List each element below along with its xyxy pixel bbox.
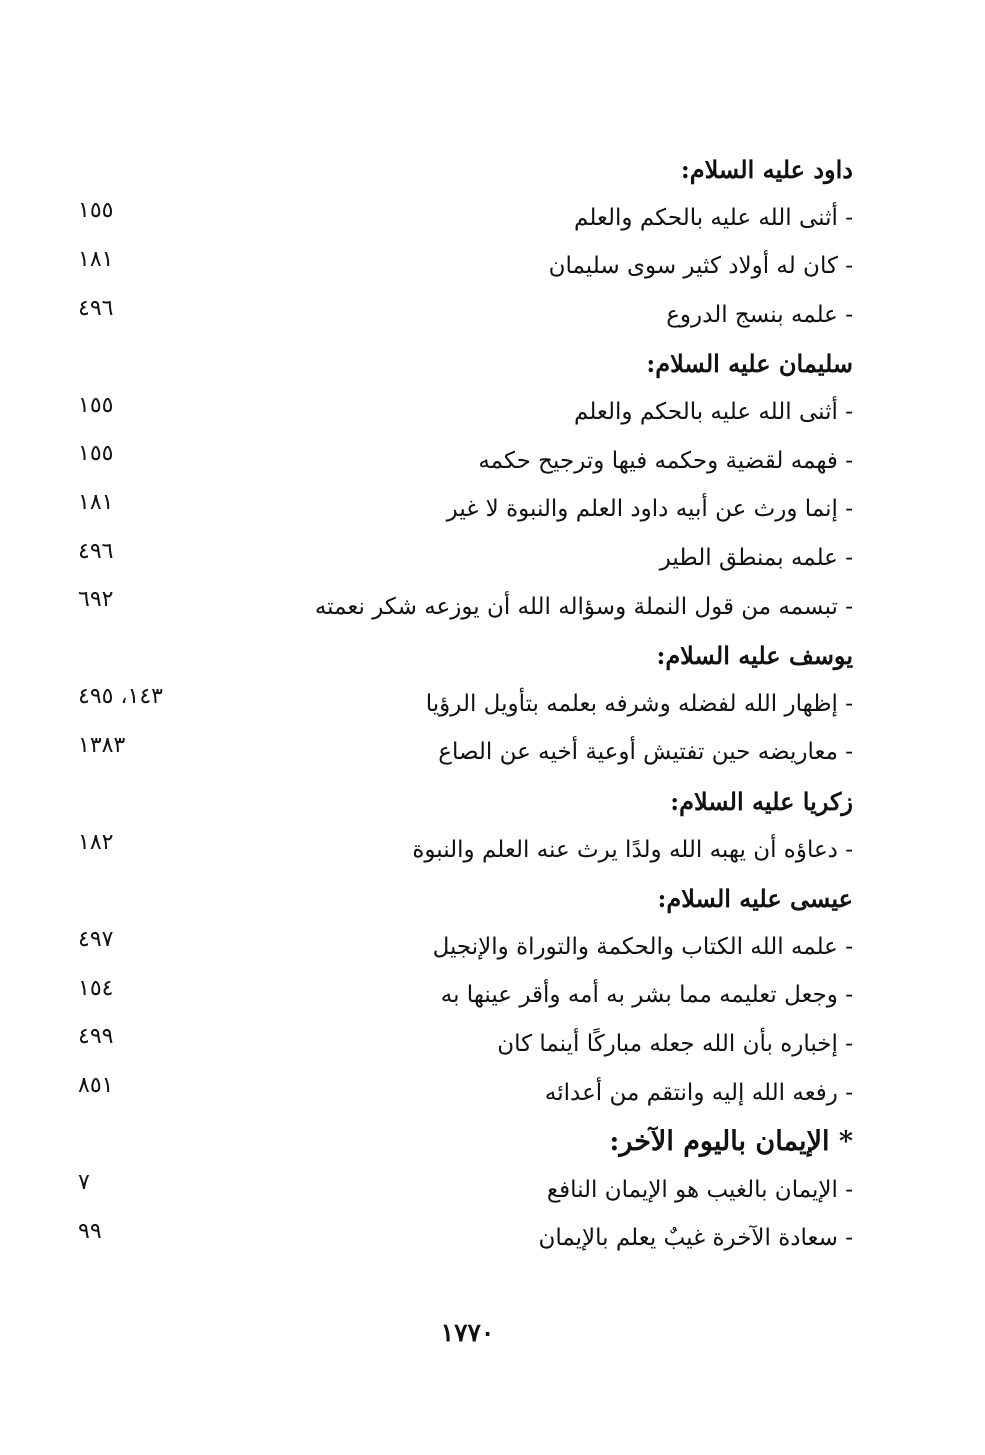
entry-page-ref: ٩٩ [78,1218,102,1244]
index-entry [78,242,853,291]
entry-text: - رفعه الله إليه وانتقم من أعدائه [544,1079,853,1106]
entry-text: - دعاؤه أن يهبه الله ولدًا يرث عنه العلم والنبوة [412,836,853,863]
heading-text: * الإيمان باليوم الآخر: [609,1125,853,1157]
index-entry [78,1020,853,1069]
prophet-heading [78,631,853,680]
prophet-heading [78,777,853,826]
prophet-heading [78,339,853,388]
entry-page-ref: ١٨١ [78,489,114,515]
entry-page-ref: ١٨٢ [78,830,114,856]
entry-text: - وجعل تعليمه مما بشر به أمه وأقر عينها به [440,982,853,1009]
entry-text: - تبسمه من قول النملة وسؤاله الله أن يوزعه شكر نعمته [314,593,853,620]
entry-page-ref: ٨٥١ [78,1073,114,1099]
index-entry [78,825,853,874]
index-entry [78,1214,853,1263]
entry-page-ref: ٦٩٢ [78,587,114,613]
index-entry [78,1165,853,1214]
index-entry [78,582,853,631]
entry-text: - إظهار الله لفضله وشرفه بعلمه بتأويل الرؤيا [425,690,853,717]
prophet-heading [78,874,853,923]
index-entry [78,291,853,340]
page-number: ١٧٧٠ [440,1318,495,1347]
entry-page-ref: ١٣٨٣ [78,732,126,758]
index-entry [78,923,853,972]
heading-text: داود عليه السلام: [680,154,853,184]
index-entry [78,971,853,1020]
entry-text: - إخباره بأن الله جعله مباركًا أينما كان [497,1030,853,1057]
entry-page-ref: ١٥٥ [78,198,114,224]
index-entry [78,1068,853,1117]
index-entry [78,437,853,486]
entry-text: - علمه بنسج الدروع [666,302,853,329]
entry-page-ref: ١٤٣، ٤٩٥ [78,684,163,710]
index-entry [78,728,853,777]
entry-page-ref: ٤٩٧ [78,927,114,953]
entry-page-ref: ٤٩٦ [78,295,114,321]
index-entry [78,194,853,243]
entry-text: - أثنى الله عليه بالحكم والعلم [574,399,853,426]
entry-page-ref: ١٥٤ [78,975,114,1001]
entry-page-ref: ١٥٥ [78,392,114,418]
entry-text: - كان له أولاد كثير سوى سليمان [548,253,853,280]
entry-text: - معاريضه حين تفتيش أوعية أخيه عن الصاع [438,739,853,766]
entry-text: - علمه بمنطق الطير [659,545,853,572]
entry-page-ref: ١٨١ [78,246,114,272]
heading-text: عيسى عليه السلام: [657,883,853,913]
index-entry [78,680,853,729]
entry-page-ref: ٧ [78,1170,90,1196]
index-entry [78,534,853,583]
entry-text: - علمه الله الكتاب والحكمة والتوراة والإنجيل [432,933,853,960]
entry-page-ref: ٤٩٦ [78,538,114,564]
entry-text: - الإيمان بالغيب هو الإيمان النافع [546,1176,853,1203]
entry-text: - أثنى الله عليه بالحكم والعلم [574,204,853,231]
heading-text: سليمان عليه السلام: [646,349,853,379]
section-heading [78,1117,853,1166]
prophet-heading [78,145,853,194]
entry-page-ref: ١٥٥ [78,441,114,467]
entry-text: - إنما ورث عن أبيه داود العلم والنبوة لا غير [446,496,853,523]
heading-text: يوسف عليه السلام: [656,640,853,670]
index-entry [78,485,853,534]
entry-page-ref: ٤٩٩ [78,1024,114,1050]
index-entry [78,388,853,437]
heading-text: زكريا عليه السلام: [670,786,853,816]
index-list [78,145,853,1263]
entry-text: - سعادة الآخرة غيبٌ يعلم بالإيمان [538,1225,853,1252]
entry-text: - فهمه لقضية وحكمه فيها وترجيح حكمه [478,447,853,474]
